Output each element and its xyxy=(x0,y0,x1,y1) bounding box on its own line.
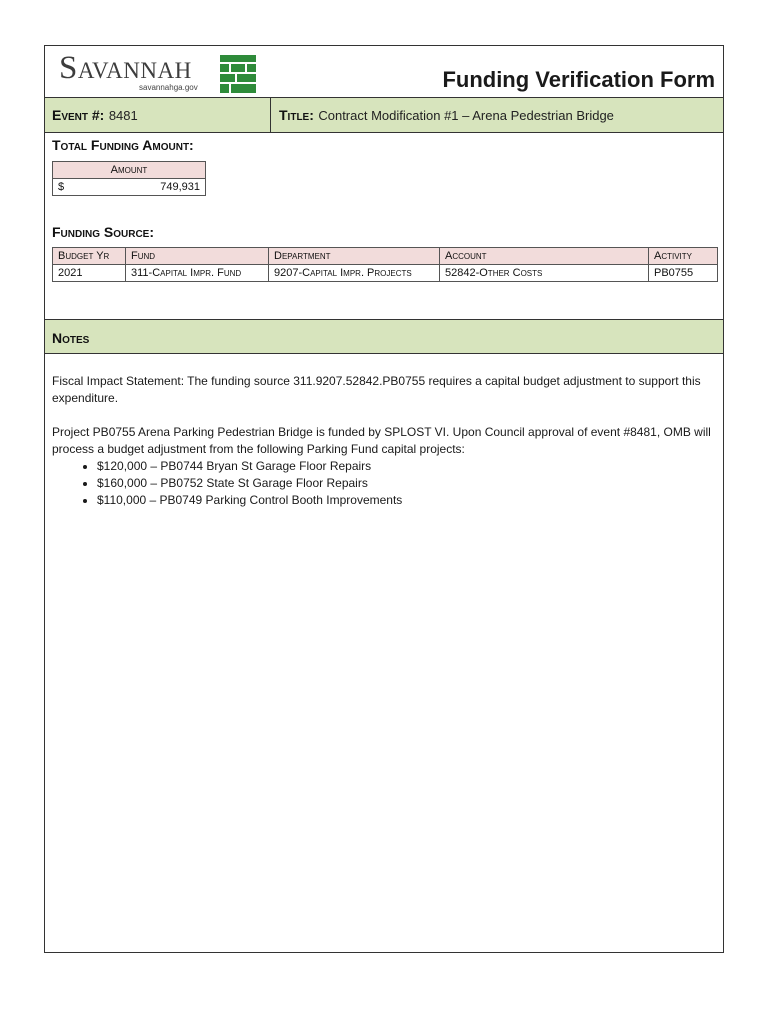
savannah-logo-url: savannahga.gov xyxy=(139,83,198,92)
account-header: Account xyxy=(440,248,649,265)
title-label: Title: xyxy=(279,107,314,123)
form-title: Funding Verification Form xyxy=(442,67,715,92)
funding-source-table xyxy=(52,247,718,282)
department-cell: 9207-Capital Impr. Projects xyxy=(269,265,440,282)
event-number-label: Event #: xyxy=(52,107,105,123)
table-row xyxy=(53,265,718,282)
currency-symbol: $ xyxy=(58,181,65,193)
event-band xyxy=(45,97,723,133)
amount-value: 749,931 xyxy=(160,181,200,193)
title-field xyxy=(279,107,614,124)
list-item: • $120,000 – PB0744 Bryan St Garage Floor Repairs xyxy=(97,458,718,475)
fund-cell: 311-Capital Impr. Fund xyxy=(126,265,269,282)
budget-adjustment-list xyxy=(52,458,718,509)
fund-header: Fund xyxy=(126,248,269,265)
project-statement: Project PB0755 Arena Parking Pedestrian Bridge is funded by SPLOST VI. Upon Council approval of event #8481, OMB will process a budget adjustment from the following Parking Fund capital projects: xyxy=(52,425,711,456)
activity-header: Activity xyxy=(649,248,718,265)
department-header: Department xyxy=(269,248,440,265)
funding-source-heading: Funding Source: xyxy=(52,224,154,240)
fiscal-impact-statement: Fiscal Impact Statement: The funding source 311.9207.52842.PB0755 requires a capital budget adjustment to support this expenditure. xyxy=(52,374,701,405)
amount-cell xyxy=(53,179,206,196)
savannah-square-logo-icon xyxy=(220,55,256,93)
form-header xyxy=(45,46,723,97)
account-cell: 52842-Other Costs xyxy=(440,265,649,282)
notes-heading: Notes xyxy=(52,330,90,346)
budget-year-header: Budget Yr xyxy=(53,248,126,265)
list-item: • $160,000 – PB0752 State St Garage Floor Repairs xyxy=(97,475,718,492)
title-value: Contract Modification #1 – Arena Pedestrian Bridge xyxy=(318,108,614,123)
notes-band xyxy=(45,319,723,354)
form-page xyxy=(44,45,724,953)
funding-source-header-row xyxy=(53,248,718,265)
list-item: • $110,000 – PB0749 Parking Control Booth Improvements xyxy=(97,492,718,509)
amount-column-header: Amount xyxy=(53,162,206,179)
event-number-value: 8481 xyxy=(108,108,138,123)
total-funding-table xyxy=(52,161,206,196)
savannah-logo-text: Savannah xyxy=(59,50,192,86)
total-funding-heading: Total Funding Amount: xyxy=(52,137,194,153)
budget-year-cell: 2021 xyxy=(53,265,126,282)
notes-body xyxy=(52,373,718,509)
activity-cell: PB0755 xyxy=(649,265,718,282)
event-number-field xyxy=(52,107,138,124)
